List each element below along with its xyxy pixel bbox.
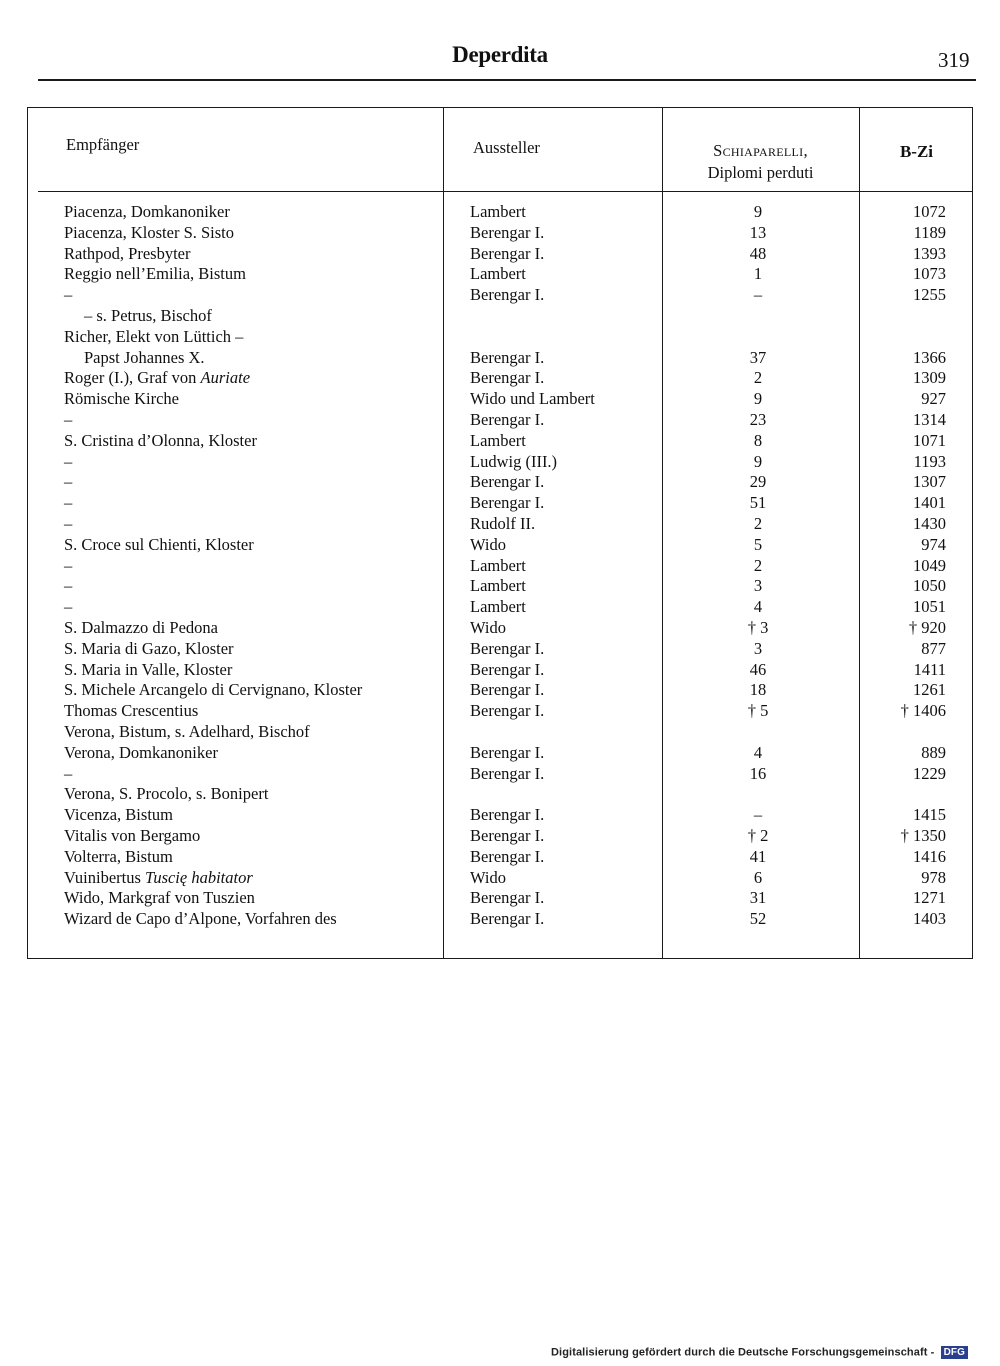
cell-schiaparelli: 46 [749,659,767,679]
cell-recipient-text: Piacenza, Kloster S. Sisto [64,222,235,242]
cell-issuer: Berengar I. [470,805,545,825]
deperdita-table [27,107,973,959]
table-row [28,596,974,617]
cell-recipient-text: Piacenza, Domkanoniker [64,202,230,221]
column-header-schiaparelli [662,140,859,184]
cell-recipient [64,638,234,659]
cell-issuer: Berengar I. [470,243,545,263]
table-row [28,763,974,784]
table-row [28,804,974,825]
cell-schiaparelli: 4 [753,742,763,762]
cell-recipient [64,243,190,264]
cell-recipient-text: Thomas Crescentius [64,701,199,721]
cell-recipient-italic: Tuscię habitator [145,867,253,887]
page-title: Deperdita [452,42,548,67]
table-row [28,908,974,929]
cell-bzi: 1416 [913,846,946,866]
table-row [28,347,974,368]
cell-recipient-text: Reggio nell’Emilia, Bistum [64,264,246,284]
cell-issuer: Lambert [470,597,526,617]
cell-bzi: 1229 [913,763,946,783]
cell-schiaparelli: – [753,805,763,825]
cell-recipient-text: – s. Petrus, Bischof [84,306,212,325]
cell-recipient-text: – [64,410,73,429]
cell-recipient-text: Verona, Bistum, s. Adelhard, Bischof [64,722,310,741]
cell-bzi: 1193 [913,451,946,471]
cell-schiaparelli: 52 [749,909,767,929]
cell-recipient-text: Roger (I.), Graf von [64,368,201,388]
cell-schiaparelli: 31 [749,888,767,908]
cell-recipient-text: S. Maria di Gazo, Kloster [64,638,234,658]
cell-recipient [64,908,337,929]
cell-bzi: 1366 [913,347,946,367]
cell-issuer: Lambert [470,264,526,284]
cell-recipient [64,388,179,409]
cell-schiaparelli: 8 [753,430,763,450]
table-row [28,243,974,264]
cell-recipient [64,617,218,638]
table-row [28,263,974,284]
cell-issuer: Berengar I. [470,493,545,513]
cell-bzi: † 1350 [900,826,946,845]
cell-issuer: Berengar I. [470,659,545,679]
cell-issuer: Berengar I. [470,410,545,429]
cell-recipient [64,471,72,492]
cell-issuer: Berengar I. [470,909,545,929]
cell-recipient-text: – [64,285,73,305]
cell-recipient [64,659,232,680]
cell-recipient-text: Vuinibertus [64,867,146,887]
cell-recipient [64,596,72,617]
cell-bzi: 927 [921,389,946,409]
cell-recipient-text: Vitalis von Bergamo [64,826,201,845]
cell-schiaparelli: † 5 [747,701,769,721]
cell-recipient [64,700,198,721]
cell-recipient-text: – [64,763,73,783]
cell-bzi: 1415 [913,805,946,825]
cell-issuer: Berengar I. [470,701,545,721]
cell-recipient [64,867,253,888]
table-row [28,783,974,804]
header-rule [38,79,976,81]
cell-schiaparelli: 2 [753,514,763,533]
page-number: 319 [938,48,970,72]
header-divider [38,191,972,192]
cell-bzi: 1314 [913,410,946,429]
cell-recipient [64,201,230,222]
cell-issuer: Berengar I. [470,368,545,388]
cell-bzi: 1189 [913,222,946,242]
cell-recipient [64,825,200,846]
cell-schiaparelli: 9 [753,202,763,221]
cell-schiaparelli: 16 [749,763,767,783]
cell-schiaparelli: 1 [753,264,763,284]
cell-recipient [64,513,72,534]
cell-bzi: 1073 [913,264,946,284]
table-row [28,825,974,846]
cell-issuer: Wido [470,618,506,637]
cell-recipient-text: – [64,493,73,513]
table-row [28,700,974,721]
cell-recipient-text: Römische Kirche [64,389,180,409]
table-row [28,305,974,326]
cell-schiaparelli: 23 [749,410,767,429]
table-row [28,638,974,659]
table-row [28,534,974,555]
table-row [28,492,974,513]
cell-recipient-text: – [64,514,73,533]
cell-schiaparelli: 5 [753,534,763,554]
table-row [28,721,974,742]
cell-issuer: Berengar I. [470,638,545,658]
table-row [28,284,974,305]
cell-bzi: 877 [921,638,946,658]
cell-recipient [64,783,268,804]
table-row [28,742,974,763]
cell-recipient [64,284,72,305]
cell-schiaparelli: † 3 [747,618,769,637]
cell-issuer: Lambert [470,430,526,450]
cell-issuer: Wido [470,867,506,887]
table-row [28,409,974,430]
cell-schiaparelli: 9 [753,389,763,409]
cell-bzi: 1271 [913,888,946,908]
column-header-schiaparelli-line1: Schiaparelli, [713,141,808,160]
cell-recipient [64,326,243,347]
cell-recipient [64,575,72,596]
cell-schiaparelli: 48 [749,243,767,263]
cell-issuer: Lambert [470,202,526,221]
cell-schiaparelli: 2 [753,555,763,575]
cell-bzi: 1049 [913,555,946,575]
cell-recipient [64,555,72,576]
cell-issuer: Berengar I. [470,763,545,783]
table-row [28,388,974,409]
cell-recipient-text: – [64,597,73,617]
cell-issuer: Berengar I. [470,846,545,866]
cell-recipient-text: S. Maria in Valle, Kloster [64,659,233,679]
cell-recipient [84,347,205,368]
cell-bzi: 1430 [913,514,946,533]
cell-recipient-text: Rathpod, Presbyter [64,243,191,263]
cell-bzi: 1309 [913,368,946,388]
cell-bzi: 1411 [913,659,946,679]
cell-bzi: 1072 [913,202,946,221]
cell-issuer: Wido [470,534,506,554]
cell-schiaparelli: † 2 [747,826,769,845]
cell-recipient [64,846,173,867]
cell-recipient-text: Volterra, Bistum [64,846,173,866]
cell-bzi: 978 [921,867,946,887]
table-row [28,887,974,908]
cell-recipient-text: Verona, S. Procolo, s. Bonipert [64,784,269,804]
cell-schiaparelli: 4 [753,597,763,617]
cell-issuer: Rudolf II. [470,514,536,533]
cell-schiaparelli: 51 [749,493,767,513]
table-row [28,679,974,700]
cell-bzi: 1393 [913,243,946,263]
cell-bzi: 1403 [913,909,946,929]
cell-bzi: 1050 [913,576,946,596]
cell-issuer: Berengar I. [470,222,545,242]
cell-recipient [64,263,246,284]
cell-recipient [64,367,250,388]
cell-bzi: 1307 [913,472,946,492]
cell-recipient [84,305,212,326]
cell-recipient [64,763,72,784]
cell-bzi: † 1406 [900,701,946,721]
cell-issuer: Berengar I. [470,888,545,908]
cell-recipient-text: Wizard de Capo d’Alpone, Vorfahren des [64,909,337,929]
table-row [28,201,974,222]
column-header-issuer: Aussteller [473,138,540,157]
table-row [28,471,974,492]
cell-recipient [64,409,72,430]
cell-schiaparelli: – [753,285,763,305]
cell-bzi: 1071 [913,430,946,450]
cell-recipient-text: – [64,555,73,575]
cell-bzi: 1255 [913,285,946,305]
cell-schiaparelli: 3 [753,576,763,596]
cell-recipient [64,222,234,243]
cell-issuer: Berengar I. [470,472,545,492]
table-row [28,451,974,472]
cell-recipient [64,430,257,451]
table-row [28,430,974,451]
cell-bzi: 1401 [913,493,946,513]
cell-recipient-text: Wido, Markgraf von Tuszien [64,888,255,908]
cell-schiaparelli: 6 [753,867,763,887]
cell-issuer: Berengar I. [470,680,545,700]
cell-recipient [64,742,218,763]
cell-issuer: Berengar I. [470,347,545,367]
cell-recipient [64,804,173,825]
cell-issuer: Wido und Lambert [470,389,595,409]
cell-recipient-text: Papst Johannes X. [84,347,205,367]
dfg-logo-icon: DFG [941,1346,968,1359]
table-row [28,513,974,534]
column-header-recipient: Empfänger [66,135,140,154]
cell-issuer: Lambert [470,555,526,575]
cell-recipient [64,492,72,513]
footer-credit-text: Digitalisierung gefördert durch die Deutsche Forschungsgemeinschaft - [551,1346,935,1359]
cell-recipient [64,679,362,700]
cell-recipient-text: – [64,451,73,471]
table-row [28,846,974,867]
cell-recipient-text: Vicenza, Bistum [64,805,173,825]
table-row [28,222,974,243]
cell-schiaparelli: 41 [749,846,767,866]
cell-issuer: Ludwig (III.) [470,451,558,471]
table-row [28,659,974,680]
cell-issuer: Berengar I. [470,285,545,305]
cell-recipient-text: – [64,576,73,596]
table-row [28,617,974,638]
table-row [28,867,974,888]
cell-issuer: Berengar I. [470,742,545,762]
cell-recipient-text: S. Croce sul Chienti, Kloster [64,534,254,554]
cell-recipient-italic: Auriate [200,368,251,388]
cell-recipient-text: S. Michele Arcangelo di Cervignano, Kloster [64,680,363,700]
cell-recipient-text: S. Cristina d’Olonna, Kloster [64,430,257,450]
cell-issuer: Lambert [470,576,526,596]
cell-bzi: 974 [921,534,946,554]
cell-schiaparelli: 37 [749,347,767,367]
cell-schiaparelli: 18 [749,680,767,700]
cell-schiaparelli: 2 [753,368,763,388]
cell-recipient-text: – [64,472,73,492]
cell-bzi: † 920 [908,618,946,637]
table-row [28,575,974,596]
table-row [28,555,974,576]
column-header-schiaparelli-line2: Diplomi perduti [707,163,814,182]
cell-recipient [64,721,310,742]
table-row [28,326,974,347]
cell-bzi: 1261 [913,680,946,700]
table-row [28,367,974,388]
cell-recipient [64,451,72,472]
cell-recipient [64,534,254,555]
cell-recipient-text: Richer, Elekt von Lüttich – [64,326,244,346]
cell-schiaparelli: 9 [753,451,763,471]
column-header-bzi: B-Zi [899,142,934,161]
cell-issuer: Berengar I. [470,826,545,845]
cell-recipient-text: S. Dalmazzo di Pedona [64,618,218,637]
cell-bzi: 889 [921,742,946,762]
cell-recipient-text: Verona, Domkanoniker [64,742,218,762]
footer-credit [551,1346,968,1359]
cell-schiaparelli: 13 [749,222,767,242]
cell-recipient [64,887,255,908]
cell-schiaparelli: 29 [749,472,767,492]
cell-bzi: 1051 [913,597,946,617]
cell-schiaparelli: 3 [753,638,763,658]
